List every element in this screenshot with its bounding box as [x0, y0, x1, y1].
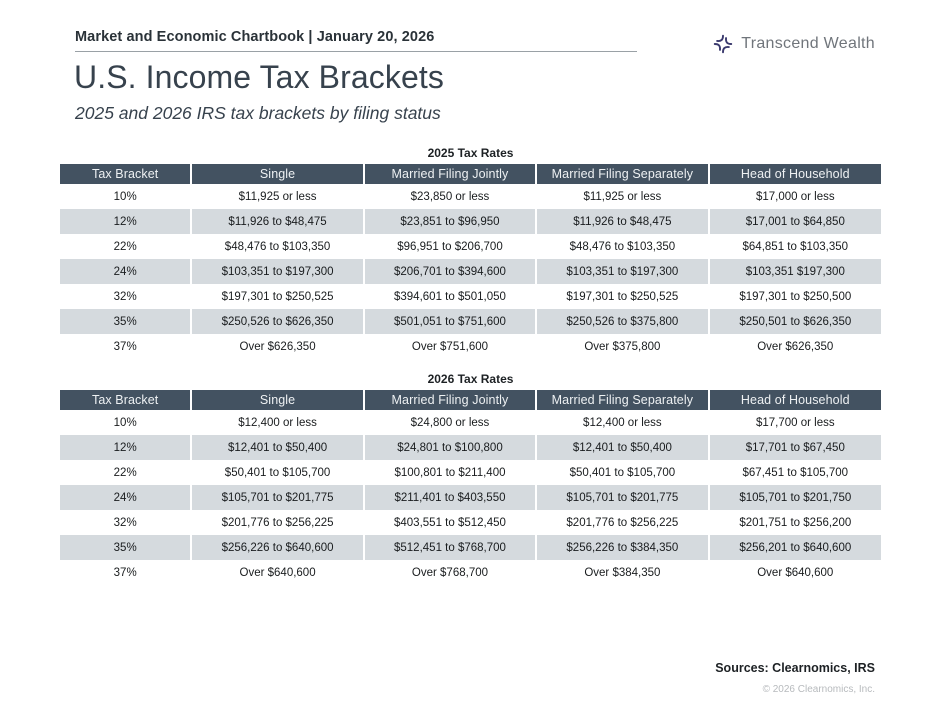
table-row — [60, 209, 881, 234]
tax-table-2025 — [60, 164, 881, 359]
table-cell: 32% — [113, 290, 137, 303]
table-cell: $250,526 to $375,800 — [536, 309, 708, 334]
table-cell: $201,776 to $256,225 — [536, 510, 708, 535]
table-cell: 12% — [60, 435, 191, 460]
table-row — [60, 460, 881, 485]
table-cell: $48,476 to $103,350 — [191, 234, 363, 259]
table-cell: 10% — [113, 416, 137, 429]
brand-logo — [712, 33, 875, 55]
table-cell: $105,701 to $201,775 — [191, 485, 363, 510]
table-cell: $197,301 to $250,525 — [191, 284, 363, 309]
table-cell: $11,926 to $48,475 — [536, 209, 708, 234]
column-header: Married Filing Separately — [536, 164, 708, 184]
table-cell: $512,451 to $768,700 — [364, 535, 536, 560]
table-cell: $17,001 to $64,850 — [709, 209, 881, 234]
page-subtitle: 2025 and 2026 IRS tax brackets by filing status — [75, 103, 441, 123]
table-cell: $206,701 to $394,600 — [364, 259, 536, 284]
table-cell: 24% — [60, 485, 191, 510]
table-cell: $201,776 to $256,225 — [191, 510, 363, 535]
header-row — [60, 390, 881, 410]
tax-table-2026 — [60, 390, 881, 585]
table-cell: $23,850 or less — [364, 184, 536, 209]
sources-note: Sources: Clearnomics, IRS — [715, 661, 875, 675]
table-cell: $12,401 to $50,400 — [191, 435, 363, 460]
table-cell: $12,400 or less — [191, 410, 363, 435]
table-cell: $197,301 to $250,525 — [536, 284, 708, 309]
table-caption-2026: 2026 Tax Rates — [427, 372, 514, 386]
table-cell: $64,851 to $103,350 — [709, 234, 881, 259]
table-cell: Over $626,350 — [709, 334, 881, 359]
table-cell: 32% — [113, 516, 137, 529]
column-header: Married Filing Separately — [536, 390, 708, 410]
table-cell: $67,451 to $105,700 — [709, 460, 881, 485]
table-cell: $103,351 to $197,300 — [536, 259, 708, 284]
table-cell: $250,526 to $626,350 — [191, 309, 363, 334]
table-row — [60, 535, 881, 560]
table-row — [60, 234, 881, 259]
table-cell: Over $375,800 — [536, 334, 708, 359]
table-cell: $403,551 to $512,450 — [364, 510, 536, 535]
column-header: Head of Household — [709, 164, 881, 184]
table-cell: 22% — [113, 466, 137, 479]
table-cell: 22% — [113, 240, 137, 253]
header-row — [60, 164, 881, 184]
copyright-note: © 2026 Clearnomics, Inc. — [762, 684, 875, 695]
table-cell: Over $384,350 — [536, 560, 708, 585]
table-cell: 37% — [113, 566, 137, 579]
table-cell: $103,351 to $197,300 — [191, 259, 363, 284]
table-row — [60, 410, 881, 435]
table-row — [60, 510, 881, 535]
table-cell: $256,226 to $640,600 — [191, 535, 363, 560]
table-cell: $24,801 to $100,800 — [364, 435, 536, 460]
table-cell: $24,800 or less — [364, 410, 536, 435]
masthead-title: Market and Economic Chartbook | January 20, 2026 — [75, 29, 435, 45]
table-cell: 24% — [60, 259, 191, 284]
table-cell: $100,801 to $211,400 — [364, 460, 536, 485]
table-cell: $197,301 to $250,500 — [709, 284, 881, 309]
table-row — [60, 560, 881, 585]
pinwheel-icon — [712, 33, 734, 55]
table-row — [60, 259, 881, 284]
table-cell: $17,701 to $67,450 — [709, 435, 881, 460]
column-header: Tax Bracket — [60, 390, 191, 410]
table-cell: $11,925 or less — [536, 184, 708, 209]
table-cell: $50,401 to $105,700 — [191, 460, 363, 485]
table-cell: $105,701 to $201,775 — [536, 485, 708, 510]
table-cell: $501,051 to $751,600 — [364, 309, 536, 334]
table-cell: Over $640,600 — [191, 560, 363, 585]
table-cell: $105,701 to $201,750 — [709, 485, 881, 510]
table-cell: 35% — [60, 535, 191, 560]
table-cell: Over $768,700 — [364, 560, 536, 585]
table-cell: 35% — [60, 309, 191, 334]
masthead-divider — [75, 51, 637, 52]
table-cell: Over $626,350 — [191, 334, 363, 359]
column-header: Tax Bracket — [60, 164, 191, 184]
table-cell: 37% — [113, 340, 137, 353]
table-row — [60, 284, 881, 309]
tables-section — [60, 146, 881, 585]
table-cell: $256,226 to $384,350 — [536, 535, 708, 560]
column-header: Single — [191, 390, 363, 410]
table-cell: $256,201 to $640,600 — [709, 535, 881, 560]
table-cell: Over $751,600 — [364, 334, 536, 359]
table-row — [60, 334, 881, 359]
table-cell: $103,351 $197,300 — [709, 259, 881, 284]
page-title: U.S. Income Tax Brackets — [74, 59, 444, 95]
column-header: Single — [191, 164, 363, 184]
table-cell: $394,601 to $501,050 — [364, 284, 536, 309]
table-cell: $250,501 to $626,350 — [709, 309, 881, 334]
table-cell: $17,000 or less — [709, 184, 881, 209]
table-row — [60, 435, 881, 460]
brand-name: Transcend Wealth — [741, 35, 875, 52]
table-cell: Over $640,600 — [709, 560, 881, 585]
table-cell: $11,925 or less — [191, 184, 363, 209]
table-cell: $23,851 to $96,950 — [364, 209, 536, 234]
table-row — [60, 485, 881, 510]
table-cell: $11,926 to $48,475 — [191, 209, 363, 234]
table-cell: $17,700 or less — [709, 410, 881, 435]
table-cell: $12,400 or less — [536, 410, 708, 435]
table-cell: $48,476 to $103,350 — [536, 234, 708, 259]
column-header: Married Filing Jointly — [364, 164, 536, 184]
table-cell: $211,401 to $403,550 — [364, 485, 536, 510]
table-cell: 10% — [113, 190, 137, 203]
table-cell: $50,401 to $105,700 — [536, 460, 708, 485]
table-cell: 12% — [60, 209, 191, 234]
column-header: Head of Household — [709, 390, 881, 410]
table-cell: $96,951 to $206,700 — [364, 234, 536, 259]
table-caption-2025: 2025 Tax Rates — [427, 146, 514, 160]
table-row — [60, 184, 881, 209]
table-cell: $201,751 to $256,200 — [709, 510, 881, 535]
table-cell: $12,401 to $50,400 — [536, 435, 708, 460]
table-row — [60, 309, 881, 334]
column-header: Married Filing Jointly — [364, 390, 536, 410]
